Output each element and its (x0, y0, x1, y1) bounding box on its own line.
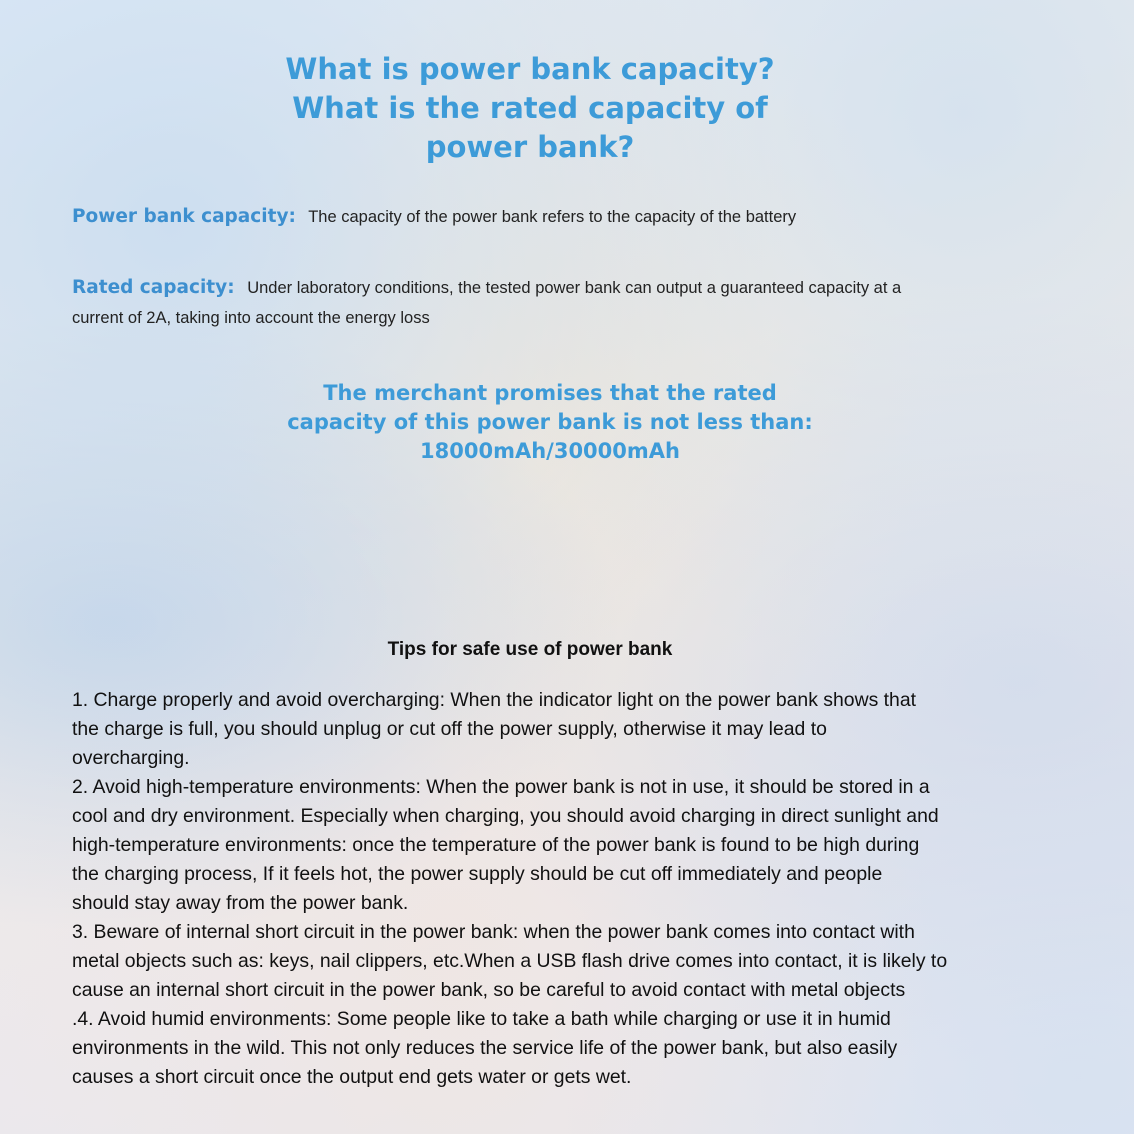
tip-line: should stay away from the power bank. (72, 892, 409, 914)
tip-line: 3. Beware of internal short circuit in the power bank: when the power bank comes into contact with (72, 921, 915, 943)
tip-line: high-temperature environments: once the temperature of the power bank is found to be high during (72, 834, 920, 856)
tip-line: the charging process, If it feels hot, the power supply should be cut off immediately and people (72, 863, 883, 885)
tip-line: 1. Charge properly and avoid overcharging: When the indicator light on the power bank shows that (72, 689, 916, 711)
tip-line: cause an internal short circuit in the power bank, so be careful to avoid contact with metal objects (72, 979, 906, 1001)
main-heading (0, 50, 1060, 167)
tip-line: .4. Avoid humid environments: Some people like to take a bath while charging or use it in humid (72, 1008, 891, 1030)
promise-line: The merchant promises that the rated (323, 381, 777, 405)
merchant-promise (0, 379, 1100, 466)
main-heading-line: power bank? (425, 130, 635, 164)
main-heading-line: What is power bank capacity? (285, 52, 775, 86)
tip-line: environments in the wild. This not only reduces the service life of the power bank, but also easily (72, 1037, 898, 1059)
tip-line: the charge is full, you should unplug or cut off the power supply, otherwise it may lead to (72, 718, 827, 740)
definition-term: Rated capacity: (72, 277, 235, 298)
definition-rated-capacity (72, 269, 1072, 307)
tip-line: causes a short circuit once the output end gets water or gets wet. (72, 1066, 632, 1088)
definition-power-bank-capacity (72, 206, 1072, 227)
tip-line: metal objects such as: keys, nail clippers, etc.When a USB flash drive comes into contact, it is likely to (72, 950, 948, 972)
main-heading-line: What is the rated capacity of (292, 91, 768, 125)
definition-text-continued: current of 2A, taking into account the energy loss (72, 309, 430, 327)
tip-line: 2. Avoid high-temperature environments: When the power bank is not in use, it should be stored in a (72, 776, 930, 798)
definition-term: Power bank capacity: (72, 206, 296, 227)
tip-line: cool and dry environment. Especially when charging, you should avoid charging in direct sunlight and (72, 805, 939, 827)
promise-line: capacity of this power bank is not less than: (287, 410, 813, 434)
promise-capacity-values: 18000mAh/30000mAh (420, 439, 680, 463)
definition-text: Under laboratory conditions, the tested power bank can output a guaranteed capacity at a (247, 279, 902, 297)
definition-text: The capacity of the power bank refers to the capacity of the battery (308, 208, 797, 226)
tips-list (72, 686, 1072, 1092)
tip-line: overcharging. (72, 747, 190, 769)
tips-title: Tips for safe use of power bank (387, 639, 673, 660)
